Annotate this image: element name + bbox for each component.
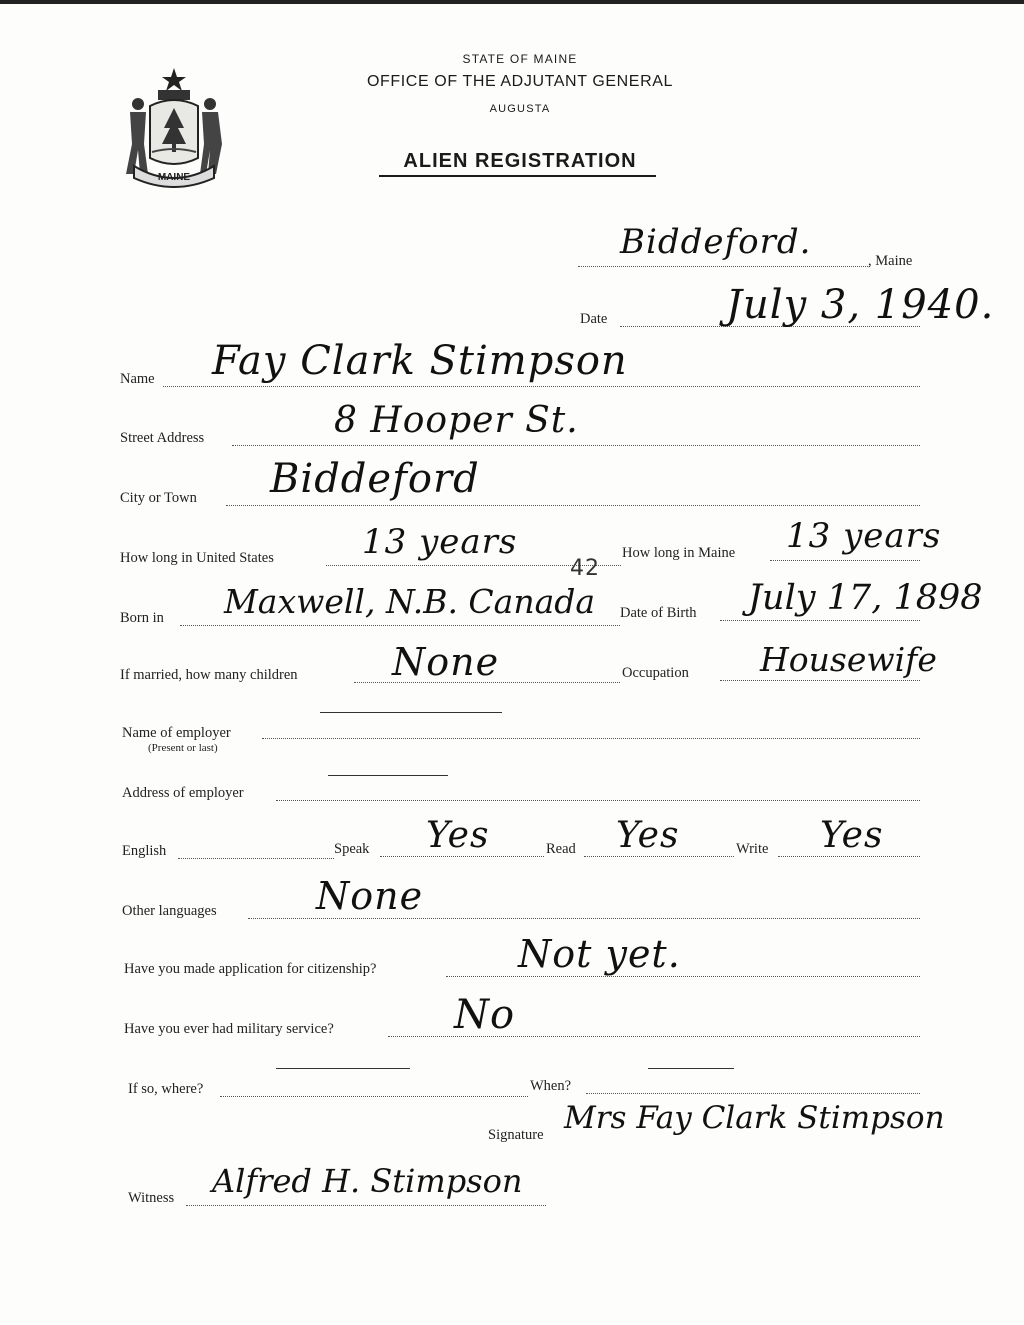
other-languages-value: None xyxy=(316,874,424,918)
city-label: City or Town xyxy=(120,490,197,506)
when-blank-dash xyxy=(648,1068,734,1069)
form-title: ALIEN REGISTRATION xyxy=(403,150,637,172)
witness-label: Witness xyxy=(128,1190,175,1206)
how-long-maine-label: How long in Maine xyxy=(622,545,736,561)
employer-line xyxy=(262,738,920,739)
born-in-line xyxy=(180,625,620,626)
how-long-maine-value: 13 years xyxy=(786,516,942,556)
dob-label: Date of Birth xyxy=(620,605,697,621)
place-line xyxy=(578,266,870,267)
where-line xyxy=(220,1096,528,1097)
scan-border xyxy=(0,0,1024,4)
speak-label: Speak xyxy=(334,841,370,857)
street-value: 8 Hooper St. xyxy=(334,400,579,441)
employer-address-label: Address of employer xyxy=(122,785,244,801)
occupation-line xyxy=(720,680,920,681)
citizenship-value: Not yet. xyxy=(518,932,681,976)
how-long-us-value: 13 years xyxy=(362,522,518,562)
city-line xyxy=(226,505,920,506)
children-label: If married, how many children xyxy=(120,667,298,683)
english-label: English xyxy=(122,843,167,859)
citizenship-label: Have you made application for citizenship? xyxy=(124,961,377,977)
street-line xyxy=(232,445,920,446)
employer-note: (Present or last) xyxy=(148,742,218,754)
name-line xyxy=(163,386,920,387)
employer-address-blank-dash xyxy=(328,775,448,776)
dob-value: July 17, 1898 xyxy=(748,578,983,618)
occupation-value: Housewife xyxy=(760,640,937,679)
where-blank-dash xyxy=(276,1068,410,1069)
place-value: Biddeford. xyxy=(620,222,812,262)
name-value: Fay Clark Stimpson xyxy=(212,338,628,384)
read-value: Yes xyxy=(616,815,680,856)
military-value: No xyxy=(454,992,516,1038)
occupation-label: Occupation xyxy=(622,665,689,681)
maine-label: , Maine xyxy=(868,253,913,269)
name-label: Name xyxy=(120,371,155,387)
age-note: 42 xyxy=(570,556,600,581)
employer-address-line xyxy=(276,800,920,801)
other-languages-label: Other languages xyxy=(122,903,217,919)
write-label: Write xyxy=(736,841,769,857)
speak-line xyxy=(380,856,544,857)
header-office: OFFICE OF THE ADJUTANT GENERAL xyxy=(366,73,674,90)
other-languages-line xyxy=(248,918,920,919)
military-label: Have you ever had military service? xyxy=(124,1021,334,1037)
witness-value: Alfred H. Stimpson xyxy=(212,1162,523,1200)
born-in-label: Born in xyxy=(120,610,164,626)
read-label: Read xyxy=(546,841,576,857)
children-value: None xyxy=(392,640,500,684)
how-long-maine-line xyxy=(770,560,920,561)
city-value: Biddeford xyxy=(270,456,480,502)
dob-line xyxy=(720,620,920,621)
how-long-us-label: How long in United States xyxy=(120,550,274,566)
street-label: Street Address xyxy=(120,430,205,446)
speak-value: Yes xyxy=(426,815,490,856)
english-line xyxy=(178,858,334,859)
svg-text:MAINE: MAINE xyxy=(157,172,191,183)
header-state: STATE OF MAINE xyxy=(462,52,578,66)
header-city: AUGUSTA xyxy=(489,103,551,115)
write-line xyxy=(778,856,920,857)
when-line xyxy=(586,1093,920,1094)
date-label: Date xyxy=(580,311,608,327)
title-underline xyxy=(379,175,656,177)
signature-label: Signature xyxy=(488,1127,544,1143)
write-value: Yes xyxy=(820,815,884,856)
witness-line xyxy=(186,1205,546,1206)
employer-blank-dash xyxy=(320,712,502,713)
signature-value: Mrs Fay Clark Stimpson xyxy=(564,1100,945,1136)
when-label: When? xyxy=(530,1078,572,1094)
where-label: If so, where? xyxy=(128,1081,204,1097)
date-value: July 3, 1940. xyxy=(726,282,995,328)
employer-label: Name of employer xyxy=(122,725,231,741)
citizenship-line xyxy=(446,976,920,977)
read-line xyxy=(584,856,734,857)
born-in-value: Maxwell, N.B. Canada xyxy=(224,582,596,621)
